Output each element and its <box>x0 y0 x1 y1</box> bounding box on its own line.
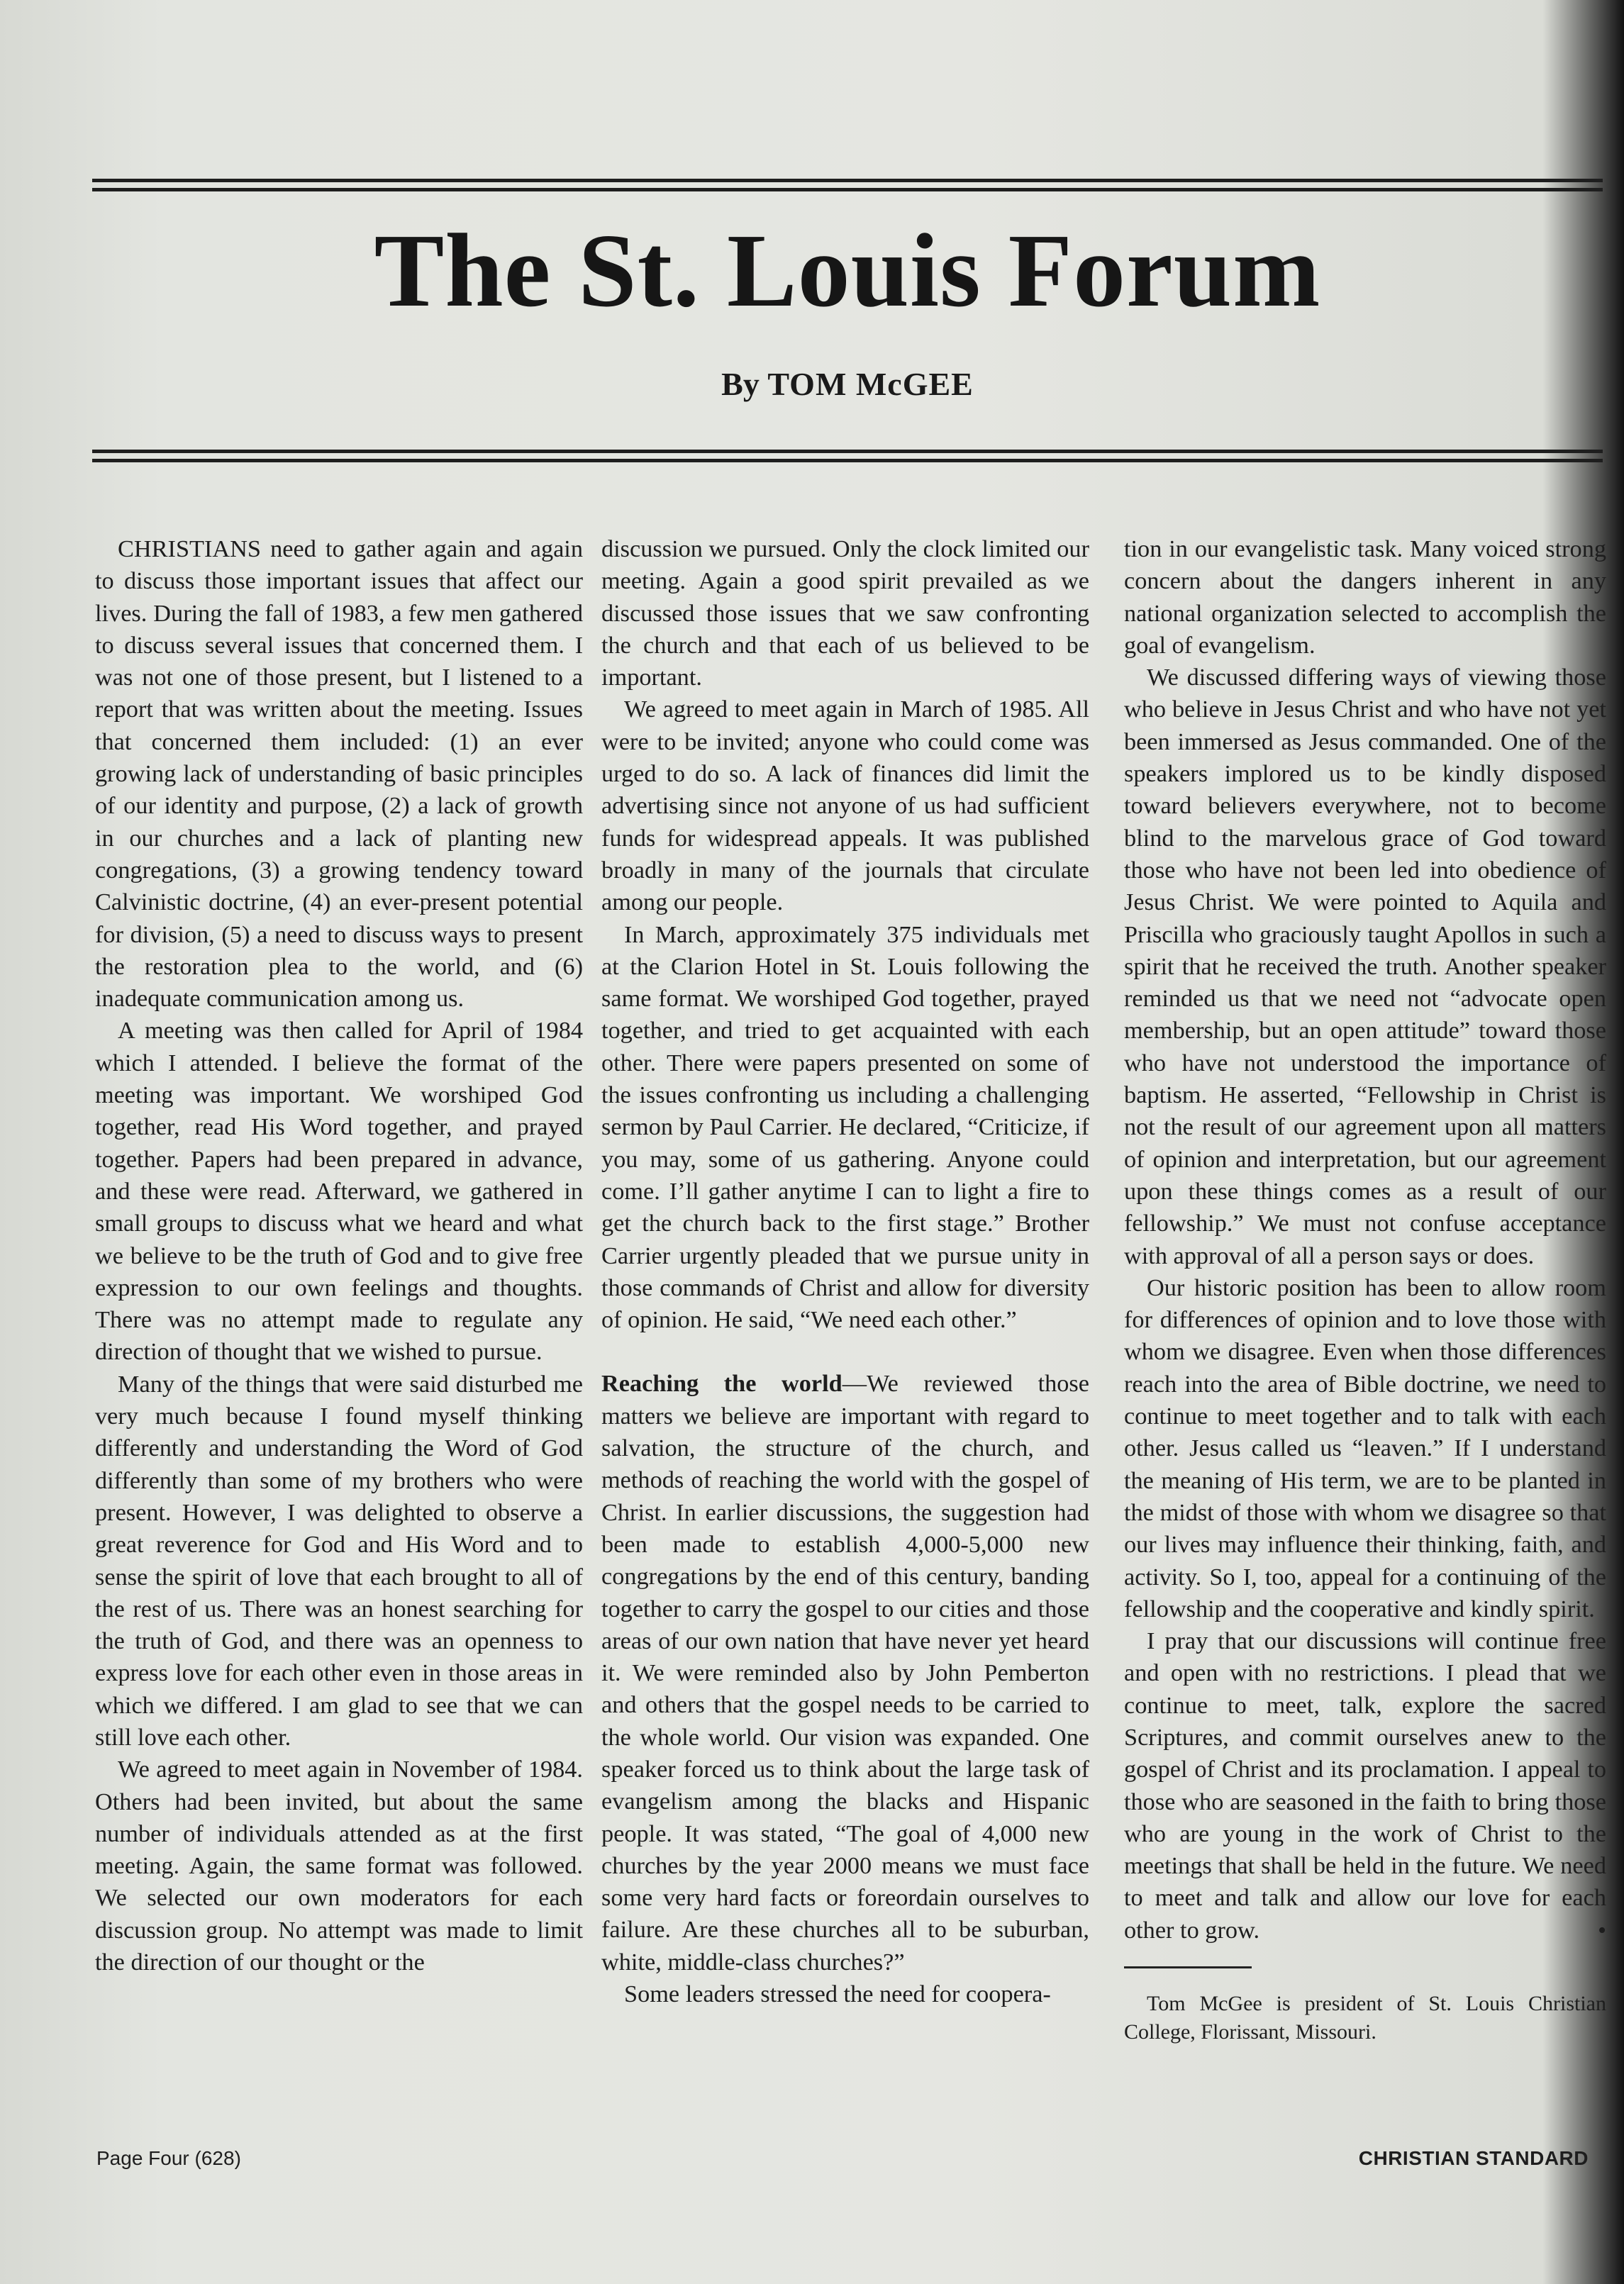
bio-divider <box>1124 1966 1252 1968</box>
byline <box>92 365 1603 403</box>
closing-paragraph-text: I pray that our discussions will continue free and open with no restrictions. I plead that we continue to meet, talk, explore the sacred Scriptures, and commit ourselves anew to the gospel of Christ and its proclamation. I appeal to those who are seasoned in the faith to bring those who are young in the work of Christ to the meetings that shall be held in the future. We need to meet and talk and allow our love for each other to grow. <box>1124 1627 1606 1944</box>
article-title: The St. Louis Forum <box>374 213 1321 329</box>
subhead-paragraph-text: —We reviewed those matters we believe are important with regard to salvation, the structure of the church, and methods of reaching the world with the gospel of Christ. In earlier discussions, the suggestion had been made to establish 4,000-5,000 new congregations by the end of this century, banding together to carry the gospel to our cities and those areas of our own nation that have never yet heard it. We were reminded also by John Pemberton and others that the gospel needs to be carried to the whole world. Our vision was expanded. One speaker forced us to think about the large task of evangelism among the blacks and Hispanic people. It was stated, “The goal of 4,000 new churches by the year 2000 means we must face some very hard facts or foreordain ourselves to failure. Are these churches all to be suburban, white, middle-class churches?” <box>601 1370 1090 1976</box>
paragraph: Many of the things that were said disturbed me very much because I found myself thinking differently and understanding the Word of God differently than some of my brothers who were present. However, I was delighted to observe a great reverence for God and His Word and to sense the spirit of love that each brought to all of the rest of us. There was an honest searching for the truth of God, and there was an openness to express love for each other even in those areas in which we differed. I am glad to see that we can still love each other. <box>95 1370 583 1751</box>
paragraph: We agreed to meet again in November of 1984. Others had been invited, but about the same number of individuals attended as at the first meeting. Again, the same format was followed. We selected our own moderators for each discussion group. No attempt was made to limit the direction of our thought or the <box>95 1756 583 1976</box>
column-2 <box>601 533 1089 2010</box>
page-number: Page Four (628) <box>96 2147 241 2169</box>
paragraph: CHRISTIANS need to gather again and again to discuss those important issues that affect our lives. During the fall of 1983, a few men gathered to discuss several issues that concerned them. I was not one of those present, but I listened to a report that was written about the meeting. Issues that concerned them included: (1) an ever growing lack of understanding of basic principles of our identity and purpose, (2) a lack of growth in our churches and a lack of planting new congregations, (3) a growing tendency toward Calvinistic doctrine, (4) an ever-present potential for division, (5) a need to discuss ways to present the restoration plea to the world, and (6) inadequate communication among us. <box>95 535 583 1013</box>
column-3 <box>1124 533 1606 2046</box>
author-bio: Tom McGee is president of St. Louis Christian College, Florissant, Missouri. <box>1124 1992 1606 2044</box>
paragraph: We agreed to meet again in March of 1985. All were to be invited; anyone who could come was urged to do so. A lack of finances did limit the advertising since not anyone of us had sufficient funds for widespread appeals. It was published broadly in many of the journals that circulate among our people. <box>601 696 1089 916</box>
top-double-rule <box>92 179 1603 197</box>
paragraph <box>1124 1625 1606 1946</box>
subhead-reaching-the-world: Reaching the world <box>601 1370 842 1398</box>
paragraph-with-subhead <box>601 1368 1089 1978</box>
end-of-article-mark: • <box>1598 1917 1606 1944</box>
bottom-double-rule <box>92 450 1603 468</box>
column-1 <box>95 533 583 1978</box>
paragraph: Some leaders stressed the need for coopera- <box>624 1981 1051 2008</box>
publication-name: CHRISTIAN STANDARD <box>1358 2147 1589 2169</box>
byline-prefix: By <box>721 366 760 402</box>
paragraph: tion in our evangelistic task. Many voiced strong concern about the dangers inherent in any national organization selected to accomplish the goal of evangelism. <box>1124 535 1606 659</box>
paragraph: In March, approximately 375 individuals met at the Clarion Hotel in St. Louis following the same format. We worshiped God together, prayed together, and tried to get acquainted with each other. There were papers presented on some of the issues confronting us including a challenging sermon by Paul Carrier. He declared, “Criticize, if you may, some of us gathering. Anyone could come. I’ll gather anytime I can to light a fire to get the church back to the first stage.” Brother Carrier urgently pleaded that we pursue unity in those commands of Christ and allow for diversity of opinion. He said, “We need each other.” <box>601 920 1089 1334</box>
author-name: TOM McGEE <box>767 366 974 402</box>
paragraph: We discussed differing ways of viewing those who believe in Jesus Christ and who have not yet been immersed as Jesus commanded. One of the speakers implored us to be kindly disposed toward believers everywhere, not to become blind to the marvelous grace of God toward those who have not been led into obedience of Jesus Christ. We were pointed to Aquila and Priscilla who graciously taught Apollos in such a spirit that he received the truth. Another speaker reminded us that we need not “advocate open membership, but an open attitude” toward those who have not understood the importance of baptism. He asserted, “Fellowship in Christ is not the result of our agreement upon all matters of opinion and interpretation, but our agreement upon these things comes as a result of our fellowship.” We must not confuse acceptance with approval of all a person says or does. <box>1124 664 1606 1269</box>
paragraph: A meeting was then called for April of 1984 which I attended. I believe the format of the meeting was important. We worshiped God together, read His Word together, and prayed together. Papers had been prepared in advance, and these were read. Afterward, we gathered in small groups to discuss what we heard and what we believe to be the truth of God and to give free expression to our own feelings and thoughts. There was no attempt made to regulate any direction of thought that we wished to pursue. <box>95 1017 583 1366</box>
paragraph: Our historic position has been to allow room for differences of opinion and to love those with whom we disagree. Even when those differences reach into the area of Bible doctrine, we need to continue to meet together and to talk with each other. Jesus called us “leaven.” If I understand the meaning of His term, we are to be planted in the midst of those with whom we disagree so that our lives may influence their thinking, faith, and activity. So I, too, appeal for a continuing of the fellowship and the cooperative and kindly spirit. <box>1124 1274 1606 1622</box>
paragraph: discussion we pursued. Only the clock limited our meeting. Again a good spirit prevailed as we discussed those issues that we saw confronting the church and that each of us believed to be important. <box>601 535 1089 691</box>
